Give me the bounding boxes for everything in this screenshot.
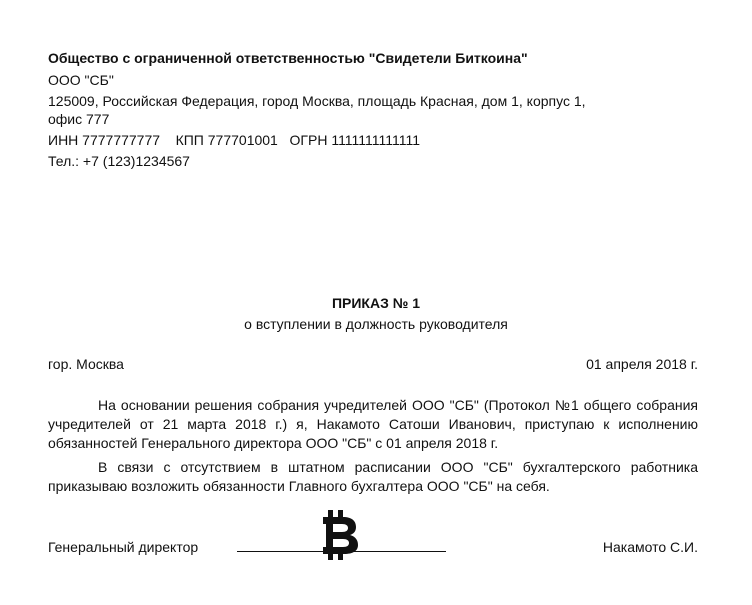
company-address-line2: офис 777 [48, 111, 110, 127]
order-paragraph-2: В связи с отсутствием в штатном расписании ООО "СБ" бухгалтерского работника приказываю возложить обязанности Главного бухгалтера ООО "СБ" на себя. [48, 459, 698, 494]
company-short-name: ООО "СБ" [48, 72, 114, 88]
order-city: гор. Москва [48, 356, 124, 372]
company-full-name: Общество с ограниченной ответственностью "Свидетели Биткоина" [48, 50, 528, 66]
order-subtitle: о вступлении в должность руководителя [244, 316, 508, 332]
company-phone: Тел.: +7 (123)1234567 [48, 153, 190, 169]
order-title: ПРИКАЗ № 1 [331, 295, 421, 311]
order-date: 01 апреля 2018 г. [586, 356, 698, 372]
order-paragraph-1: На основании решения собрания учредителей ООО "СБ" (Протокол №1 общего собрания учредителей от 21 марта 2018 г.) я, Накамото Сатоши Иванович, приступаю к исполнению обязанностей Генерального директора ООО "СБ" с 01 апреля 2018 г. [48, 397, 698, 451]
bitcoin-icon [315, 508, 361, 562]
signature-position: Генеральный директор [48, 539, 199, 555]
signature-name: Накамото С.И. [602, 539, 698, 555]
company-ids: ИНН 7777777777 КПП 777701001 ОГРН 1111111111111 [48, 132, 421, 148]
company-address-line1: 125009, Российская Федерация, город Москва, площадь Красная, дом 1, корпус 1, [48, 93, 586, 109]
